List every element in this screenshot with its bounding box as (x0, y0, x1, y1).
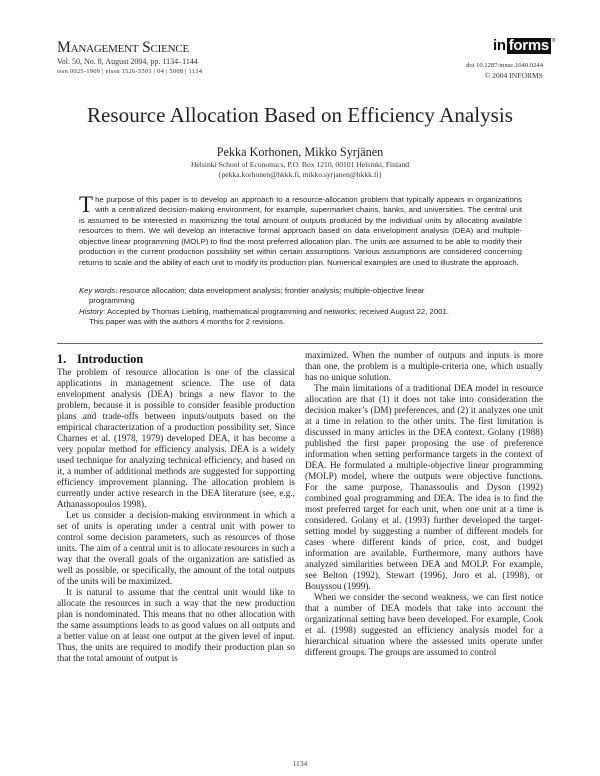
doi-line: doi 10.1287/mnsc.1040.0244 (466, 62, 543, 69)
divider-rule (57, 343, 543, 344)
volume-line: Vol. 50, No. 8, August 2004, pp. 1134–1144 (57, 57, 198, 66)
doi-info (466, 61, 543, 81)
citation-info (57, 57, 202, 77)
journal-name: Management Science (57, 39, 190, 56)
paragraph: When we consider the second weakness, we can first notice that a number of DEA models that take into account the organizational setting have been developed. For example, Cook et al. (1998) suggested an efficiency analysis model for a hierarchical situation where the assessed units operate under different groups. The groups are assumed to control (305, 593, 543, 659)
logo-registered-mark: ® (551, 38, 556, 44)
history-text: : Accepted by Thomas Liebling, mathematical programming and networks; received August 22, 2001. (103, 307, 449, 316)
section-number: 1. (57, 352, 67, 366)
paragraph: The main limitations of a traditional DEA model in resource allocation are that (1) it does not take into consideration the decision maker’s (DM) preferences, and (2) it analyzes one unit at a time in relation to the other units. The first limitation is discussed in many articles in the DEA context. Golany (1988) published the first paper proposing the use of preference information when setting performance targets in the context of DEA. He formulated a multiple-objective linear programming (MOLP) model, where the outputs were objective functions. For the same purpose, Thanassoulis and Dyson (1992) combined goal programming and DEA. The idea is to find the most preferred target for each unit, when one unit at a time is considered. Golany et al. (1993) further developed the target-setting model by suggesting a number of different models for cases where different kinds of price, cost, and budget information are available. Furthermore, many authors have analyzed similarities between DEA and MOLP. For example, see Belton (1992), Stewart (1996), Joro et al. (1998), or Bouyssou (1999). (305, 384, 543, 593)
paragraph: The problem of resource allocation is one of the classical applications in management science. The use of data envelopment analysis (DEA) brings a new flavor to the problem, because it is possible to consider feasible production plans and trade-offs between inputs/outputs based on the empirical characterization of a production possibility set. Since Charnes et al. (1978, 1979) developed DEA, it has become a very popular method for efficiency analysis. DEA is a widely used technique for analyzing technical efficiency, and based on it, a number of additional methods are suggested for supporting efficiency improvement planning. The allocation problem is currently under active research in the DEA literature (see, e.g., Athanassopoulos 1998). (57, 368, 295, 511)
logo-in-text: in (493, 37, 506, 54)
keywords-continuation: programming (89, 296, 135, 305)
page-number: 1134 (292, 759, 308, 768)
keywords-text: : resource allocation; data envelopment analysis; frontier analysis; multiple-objective linear (115, 286, 425, 295)
paragraph: Let us consider a decision-making environment in which a set of units is operating under a central unit with power to control some decision parameters, such as resources of those units. The aim of a central unit is to allocate resources in such a way that the overall goals of the organization are satisfied as well as possible, or specifically, the amount of the total outputs of the units will be maximized. (57, 511, 295, 588)
affiliation-emails: {pekka.korhonen@hkkk.fi, mikko.syrjanen@hkkk.fi} (217, 170, 383, 179)
section-title: Introduction (77, 352, 144, 366)
right-column (305, 351, 543, 659)
paper-authors: Pekka Korhonen, Mikko Syrjänen (216, 145, 384, 159)
logo-forms-text: forms (508, 37, 549, 54)
author-affiliation (0, 160, 600, 180)
history-label: History (79, 307, 104, 316)
paragraph: maximized. When the number of outputs and inputs is more than one, the problem is a multiple-criteria one, which usually has no unique solution. (305, 351, 543, 384)
informs-logo (493, 38, 555, 54)
keywords-label: Key words (79, 286, 116, 295)
abstract (79, 192, 522, 268)
affiliation-address: Helsinki School of Economics, P.O. Box 1210, 00101 Helsinki, Finland (190, 160, 410, 169)
copyright-line: © 2004 INFORMS (484, 71, 543, 80)
history-continuation: This paper was with the authors 4 months for 2 revisions. (89, 317, 285, 326)
paper-title: Resource Allocation Based on Efficiency Analysis (87, 103, 513, 127)
abstract-text: he purpose of this paper is to develop an approach to a resource-allocation problem that typically appears in organizations with a centralized decision-making environment, for example, supermarket chains, banks, and universities. The central unit is assumed to be interested in maximizing the total amount of outputs produced by the individual units by allocating available resources to them. We will develop an interactive formal approach based on data envelopment analysis (DEA) and multiple-objective linear programming (MOLP) to find the most preferred allocation plan. The units are assumed to be able to modify their production in the current production possibility set within certain assumptions. Various assumptions are considered concerning returns to scale and the ability of each unit to modify its production plan. Numerical examples are used to illustrate the approach. (79, 195, 522, 267)
history (79, 307, 522, 327)
left-column (57, 351, 295, 665)
issn-line: issn 0025-1909 | eissn 1526-5501 | 04 | 5008 | 1134 (57, 68, 203, 76)
abstract-drop-cap: T (79, 192, 94, 217)
paragraph: It is natural to assume that the central unit would like to allocate the resources in such a way that the new production plan is nondominated. This means that no other allocation with the same assumptions leads to as good values on all outputs and a better value on at least one output at the given level of input. Thus, the units are required to modify their production plan so that the total amount of output is (57, 588, 295, 665)
keywords (79, 286, 522, 306)
section-heading (57, 351, 295, 367)
